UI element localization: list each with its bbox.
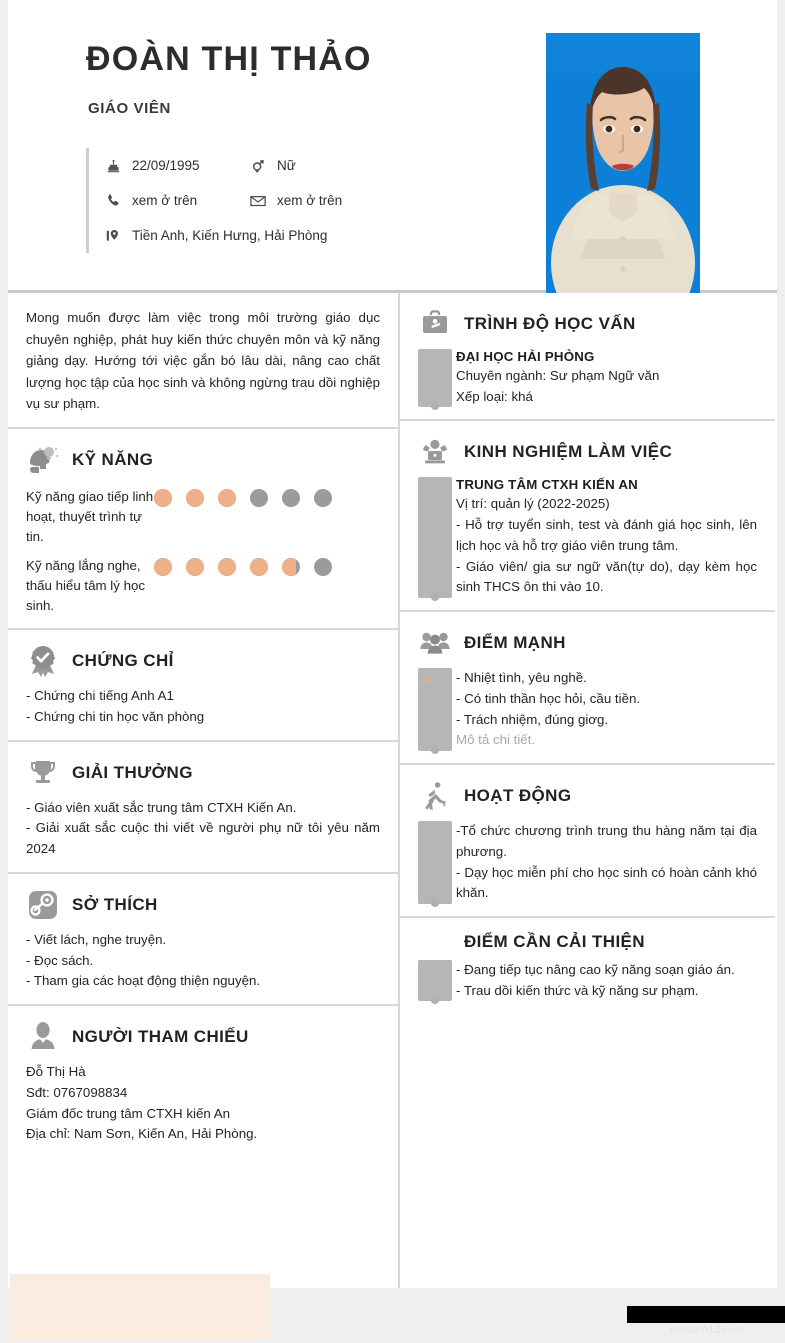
reference-line: Đỗ Thị Hà (26, 1064, 86, 1080)
decorative-peach-rectangle (10, 1274, 270, 1340)
gender-icon (248, 157, 268, 175)
strengths-entry (452, 668, 757, 751)
contact-row (103, 148, 436, 183)
reference-line: Sđt: 0767098834 (26, 1084, 128, 1100)
improvements-entry (452, 960, 757, 1001)
rating-dot (250, 558, 268, 576)
activities-timeline (418, 821, 757, 904)
contact-block (86, 148, 436, 253)
award-item: - Giải xuất sắc cuộc thi viết về người phụ nữ tôi yêu năm 2024 (26, 820, 380, 857)
trophy-icon (26, 756, 60, 790)
badge-check-icon (26, 644, 60, 678)
contact-phone (103, 192, 248, 210)
section-reference (8, 1006, 398, 1157)
phone-icon (103, 192, 123, 210)
experience-timeline (418, 477, 757, 598)
accent-tick (422, 680, 430, 682)
section-experience (400, 421, 775, 612)
strengths-placeholder: Mô tả chi tiết. (456, 732, 536, 748)
certificate-item: - Chứng chi tin học văn phòng (26, 709, 205, 725)
timeline-dot (431, 592, 440, 601)
experience-entry (452, 477, 757, 598)
walking-person-icon (418, 779, 452, 813)
strengths-header (418, 626, 757, 660)
birthday-value: 22/09/1995 (132, 158, 200, 173)
strengths-title: ĐIỂM MẠNH (464, 633, 566, 653)
timeline-dot (431, 898, 440, 907)
cv-body (8, 293, 777, 1288)
briefcase-icon (418, 307, 452, 341)
rating-dot (282, 489, 300, 507)
rating-dot (218, 558, 236, 576)
activity-line: - Dạy học miễn phí cho học sinh có hoàn cảnh khó khăn. (456, 864, 757, 901)
skill-item (26, 556, 380, 616)
rating-dot (154, 489, 172, 507)
improvements-title: ĐIỂM CẦN CẢI THIỆN (464, 932, 645, 952)
contact-birthday (103, 157, 248, 175)
objective-text: Mong muốn được làm việc trong môi trường giáo dục chuyên nghiệp, phát huy kiến thức chuyên môn và kỹ năng giảng dạy. Hướng tới việc gắn bó lâu dài, nâng cao chất lượng học tập của học sinh và không ngừng trau dồi nghiệp vụ sư phạm. (26, 310, 380, 412)
experience-title: KINH NGHIỆM LÀM VIỆC (464, 442, 673, 462)
left-column (8, 293, 400, 1288)
gender-value: Nữ (277, 158, 296, 173)
timeline-dot (431, 995, 440, 1004)
rating-dot (282, 558, 300, 576)
education-entry (452, 349, 757, 407)
timeline-rail (418, 349, 452, 407)
education-line: Xếp loại: khá (456, 388, 533, 404)
school-name: ĐẠI HỌC HẢI PHÒNG (456, 349, 595, 364)
activities-title: HOẠT ĐỘNG (464, 786, 572, 806)
timeline-bar (418, 821, 452, 904)
timeline-dot (431, 745, 440, 754)
awards-title: GIẢI THƯỞNG (72, 762, 193, 782)
experience-line: - Hỗ trợ tuyển sinh, test và đánh giá học sinh, lên lịch học và hỗ trợ giáo viên trung tâm. (456, 517, 757, 553)
skill-rating-dots (154, 556, 332, 576)
right-column (400, 293, 775, 1288)
rating-dot (186, 489, 204, 507)
section-hobbies (8, 874, 398, 1006)
map-pin-icon (103, 227, 123, 245)
timeline-bar (418, 349, 452, 407)
timeline-rail (418, 668, 452, 751)
section-certificates (8, 630, 398, 741)
profile-photo (546, 33, 700, 295)
worker-laptop-icon (418, 435, 452, 469)
certificate-item: - Chứng chi tiếng Anh A1 (26, 688, 174, 704)
improvement-line: - Trau dồi kiến thức và kỹ năng sư phạm. (456, 982, 699, 998)
activity-line: -Tổ chức chương trình trung thu hàng năm tại địa phương. (456, 823, 757, 859)
hobby-item: - Đọc sách. (26, 952, 94, 968)
contact-gender (248, 157, 296, 175)
skills-title: KỸ NĂNG (72, 449, 154, 469)
timeline-rail (418, 477, 452, 598)
strength-item: - Trách nhiệm, đúng giơg. (456, 711, 609, 727)
awards-header (26, 756, 380, 790)
hobby-item: - Tham gia các hoạt động thiện nguyện. (26, 973, 261, 989)
strength-item: - Nhiệt tình, yêu nghề. (456, 670, 587, 686)
timeline-dot (431, 401, 440, 410)
phone-value: xem ở trên (132, 193, 198, 208)
section-education (400, 293, 775, 421)
section-strengths (400, 612, 775, 765)
skill-label: Kỹ năng lắng nghe, thấu hiểu tâm lý học sinh. (26, 558, 146, 614)
contact-email (248, 192, 342, 210)
rating-dot (218, 489, 236, 507)
section-skills (8, 429, 398, 631)
education-title: TRÌNH ĐỘ HỌC VẤN (464, 314, 636, 333)
strength-item: - Có tinh thần học hỏi, cầu tiền. (456, 690, 641, 706)
hobby-icon (26, 888, 60, 922)
rating-dot (314, 558, 332, 576)
education-header (418, 307, 757, 341)
section-improvements (400, 918, 775, 1013)
email-icon (248, 192, 268, 210)
cv-header (8, 0, 777, 293)
hobbies-title: SỞ THÍCH (72, 894, 158, 914)
experience-line: - Giáo viên/ gia sư ngữ văn(tự do), dạy kèm học sinh THCS ôn thi vào 10. (456, 558, 757, 595)
section-awards (8, 742, 398, 874)
candidate-name: ĐOÀN THỊ THẢO (86, 40, 372, 78)
skills-header (26, 443, 380, 477)
skill-rating-dots (154, 487, 332, 507)
hobbies-header (26, 888, 380, 922)
rating-dot (314, 489, 332, 507)
skills-list (26, 487, 380, 617)
job-title: GIÁO VIÊN (88, 100, 171, 117)
reference-title: NGƯỜI THAM CHIẾU (72, 1027, 249, 1047)
education-line: Chuyên ngành: Sư phạm Ngữ văn (456, 368, 660, 383)
head-idea-icon (26, 443, 60, 477)
section-objective (8, 293, 398, 429)
contact-row (103, 218, 436, 253)
hobby-item: - Viết lách, nghe truyện. (26, 931, 167, 947)
skill-label: Kỹ năng giao tiếp linh hoạt, thuyết trình tự tin. (26, 488, 154, 544)
group-people-icon (418, 626, 452, 660)
watermark: vieclam123.vn (669, 1324, 743, 1336)
strengths-timeline (418, 668, 757, 751)
position-line: Vị trí: quản lý (2022-2025) (456, 496, 610, 512)
reference-line: Địa chỉ: Nam Sơn, Kiến An, Hải Phòng. (26, 1126, 258, 1142)
reference-header (26, 1020, 380, 1054)
skill-item (26, 487, 380, 547)
improvements-timeline (418, 960, 757, 1001)
improvement-line: - Đang tiếp tục nâng cao kỹ năng soạn giáo án. (456, 962, 735, 978)
company-name: TRUNG TÂM CTXH KIẾN AN (456, 477, 638, 493)
activities-entry (452, 821, 757, 904)
experience-header (418, 435, 757, 469)
education-timeline (418, 349, 757, 407)
contact-address (103, 227, 327, 245)
rating-dot (154, 558, 172, 576)
activities-header (418, 779, 757, 813)
contact-row (103, 183, 436, 218)
certificates-header (26, 644, 380, 678)
section-activities (400, 765, 775, 918)
email-value: xem ở trên (277, 193, 343, 208)
decorative-black-bar-bottom (627, 1306, 785, 1323)
reference-line: Giám đốc trung tâm CTXH kiến An (26, 1105, 230, 1121)
timeline-rail (418, 960, 452, 1001)
certificates-title: CHỨNG CHỈ (72, 651, 174, 671)
timeline-rail (418, 821, 452, 904)
person-icon (26, 1020, 60, 1054)
cake-icon (103, 157, 123, 175)
improvements-header (418, 932, 757, 952)
rating-dot (250, 489, 268, 507)
address-value: Tiền Anh, Kiến Hưng, Hải Phòng (132, 228, 328, 243)
timeline-bar (418, 477, 452, 598)
award-item: - Giáo viên xuất sắc trung tâm CTXH Kiến An. (26, 799, 297, 815)
rating-dot (186, 558, 204, 576)
